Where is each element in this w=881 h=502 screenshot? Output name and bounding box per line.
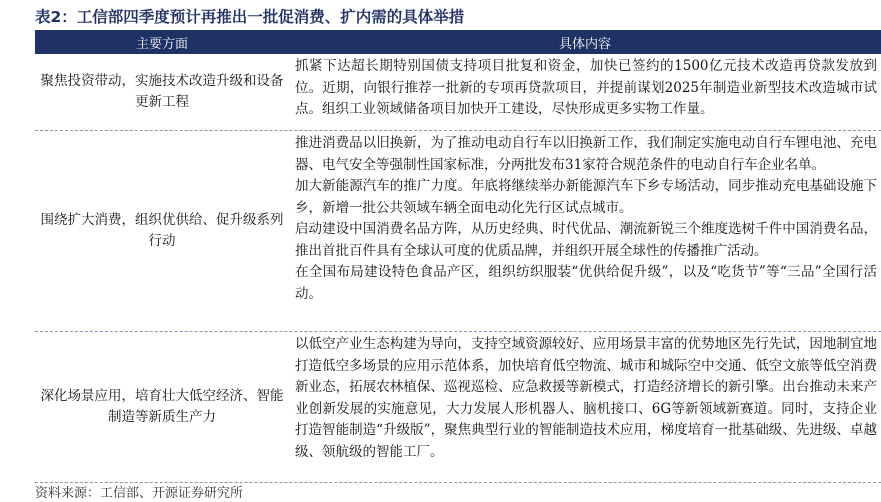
table-row xyxy=(35,54,881,131)
table-title: 表2：工信部四季度预计再推出一批促消费、扩内需的具体举措 xyxy=(35,8,465,26)
row-content xyxy=(289,54,881,130)
row-aspect: 深化场景应用，培育壮大低空经济、智能制造等新质生产力 xyxy=(40,388,284,425)
table-row xyxy=(35,131,881,332)
content-paragraph: 以低空产业生态构建为导向，支持空域资源较好、应用场景丰富的优势地区先行先试，因地制宜地打造低空多场景的应用示范体系，加快培育低空物流、城市和城际空中交通、低空文旅等低空消费新业态，拓展农林植保、巡视巡检、应急救援等新模式，打造经济增长的新引擎。出台推动未来产业创新发展的实施意见，大力发展人形机器人、脑机接口、6G等新领域新赛道。同时，支持企业打造智能制造“升级版”，聚焦典型行业的智能制造技术应用，梯度培育一批基础级、先进级、卓越级、领航级的智能工厂。 xyxy=(295,336,877,460)
content-paragraph: 推进消费品以旧换新，为了推动电动自行车以旧换新工作，我们制定实施电动自行车锂电池、充电器、电气安全等强制性国家标准，分两批发布31家符合规范条件的电动自行车企业名单。 xyxy=(295,135,877,173)
content-paragraph: 抓紧下达超长期特别国债支持项目批复和资金，加快已签约的1500亿元技术改造再贷款发放到位。近期，向银行推荐一批新的专项再贷款项目，并提前谋划2025年制造业新型技术改造城市试点。组织工业领域储备项目加快开工建设，尽快形成更多实物工作量。 xyxy=(295,58,877,117)
row-content xyxy=(289,131,881,331)
source-note: 资料来源：工信部、开源证券研究所 xyxy=(35,486,244,501)
table-header xyxy=(35,30,881,54)
header-aspect: 主要方面 xyxy=(135,36,188,52)
row-content xyxy=(289,332,881,482)
header-content: 具体内容 xyxy=(558,36,611,52)
content-paragraph: 加大新能源汽车的推广力度。年底将继续举办新能源汽车下乡专场活动，同步推动充电基础设施下乡，新增一批公共领域车辆全面电动化先行区试点城市。 xyxy=(295,178,877,216)
table-row xyxy=(35,332,881,483)
content-paragraph: 启动建设中国消费名品方阵，从历史经典、时代优品、潮流新锐三个维度选树千件中国消费名品，推出首批百件具有全球认可度的优质品牌，并组织开展全球性的传播推广活动。 xyxy=(295,221,877,259)
row-aspect: 聚焦投资带动，实施技术改造升级和设备更新工程 xyxy=(40,73,284,110)
measures-table xyxy=(35,30,881,483)
content-paragraph: 在全国布局建设特色食品产区，组织纺织服装“优供给促升级”，以及“吃货节”等“三品”全国行活动。 xyxy=(295,264,877,302)
row-aspect: 围绕扩大消费，组织优供给、促升级系列行动 xyxy=(40,212,284,249)
